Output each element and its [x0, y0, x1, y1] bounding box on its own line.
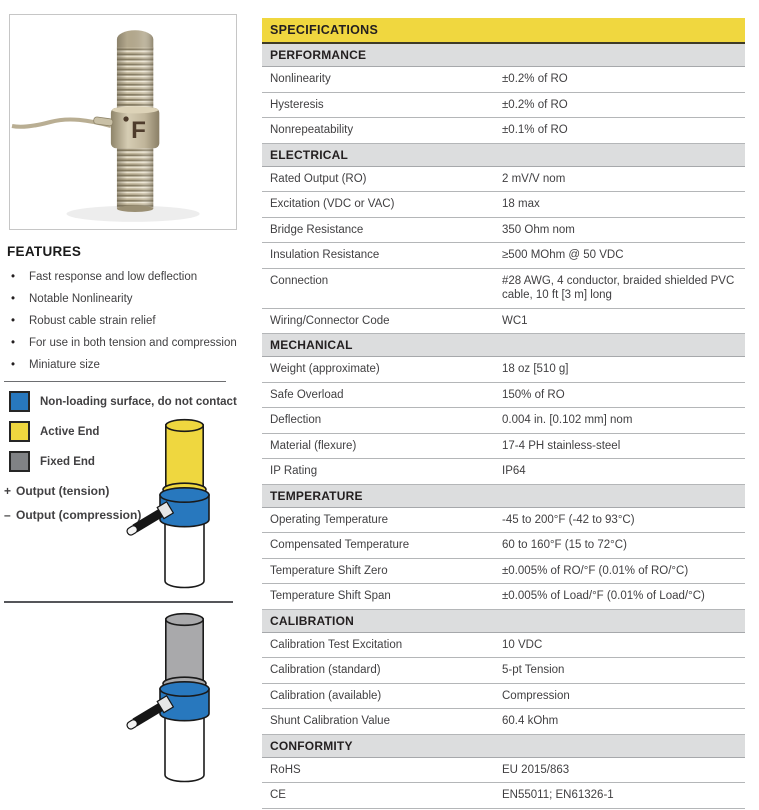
spec-label: Nonlinearity: [270, 73, 331, 85]
section-header: TEMPERATURE: [262, 485, 745, 508]
tension-diagram: [120, 415, 238, 597]
spec-label: Hysteresis: [270, 98, 324, 111]
divider: [4, 601, 233, 603]
spec-row: [262, 93, 745, 119]
spec-row: [262, 383, 745, 409]
active-end-top: [166, 420, 203, 432]
spec-value: 150% of RO: [502, 388, 565, 401]
spec-label: Calibration (available): [270, 689, 382, 702]
spec-value: 60.4 kOhm: [502, 715, 559, 727]
spec-row: [262, 269, 745, 309]
spec-row: [262, 167, 745, 193]
feature-item: • For use in both tension and compression: [7, 332, 249, 354]
legend-label: Fixed End: [40, 455, 95, 468]
spec-value: ±0.2% of RO: [502, 98, 568, 111]
spec-label: IP Rating: [270, 465, 318, 477]
spec-value: ±0.005% of RO/°F (0.01% of RO/°C): [502, 564, 689, 577]
spec-row: [262, 684, 745, 710]
product-image-box: [9, 14, 237, 230]
spec-value: #28 AWG, 4 conductor, braided shielded PVC cable, 10 ft [3 m] long: [502, 274, 735, 301]
spec-value: 2 mV/V nom: [502, 172, 566, 185]
spec-label: Material (flexure): [270, 439, 357, 452]
spec-label: Shunt Calibration Value: [270, 715, 390, 727]
spec-row: [262, 584, 745, 610]
spec-value: 60 to 160°F (15 to 72°C): [502, 539, 627, 551]
spec-row: [262, 118, 745, 144]
left-column: [0, 0, 256, 810]
spec-row: [262, 434, 745, 460]
spec-value: ≥500 MOhm @ 50 VDC: [502, 249, 624, 261]
features-heading: FEATURES: [7, 244, 82, 259]
section-header: CONFORMITY: [262, 735, 745, 758]
spec-row: [262, 408, 745, 434]
spec-label: Deflection: [270, 414, 322, 426]
spec-row: [262, 709, 745, 735]
feature-item: • Miniature size: [7, 354, 249, 376]
divider: [4, 381, 226, 382]
spec-label: Bridge Resistance: [270, 223, 364, 236]
section-header: ELECTRICAL: [262, 144, 745, 167]
output-sign: –: [4, 508, 11, 522]
spec-value: ±0.2% of RO: [502, 73, 568, 85]
fixed-end-cylinder: [166, 619, 203, 685]
legend-swatch-icon: [9, 391, 30, 412]
spec-row: [262, 309, 745, 335]
spec-value: ±0.1% of RO: [502, 124, 568, 136]
spec-value: ±0.005% of Load/°F (0.01% of Load/°C): [502, 590, 705, 602]
fixed-end-top: [166, 614, 203, 626]
section-header: PERFORMANCE: [262, 44, 745, 67]
spec-row: [262, 243, 745, 269]
spec-value: WC1: [502, 314, 528, 327]
output-label: Output (tension): [16, 484, 110, 498]
spec-row: [262, 218, 745, 244]
spec-label: Operating Temperature: [270, 513, 389, 526]
spec-row: [262, 783, 745, 809]
feature-item: • Notable Nonlinearity: [7, 288, 249, 310]
spec-table-title: SPECIFICATIONS: [262, 18, 745, 44]
spec-row: [262, 192, 745, 218]
spec-value: EU 2015/863: [502, 763, 570, 776]
spec-label: Nonrepeatability: [270, 124, 354, 136]
spec-row: [262, 459, 745, 485]
legend-swatch-icon: [9, 451, 30, 472]
spec-value: IP64: [502, 465, 526, 477]
section-header: CALIBRATION: [262, 610, 745, 633]
output-sign: +: [4, 484, 12, 498]
spec-label: Wiring/Connector Code: [270, 314, 390, 327]
spec-table-body: [262, 44, 745, 809]
section-header: MECHANICAL: [262, 334, 745, 357]
spec-row: [262, 67, 745, 93]
spec-row: [262, 633, 745, 659]
spec-label: Compensated Temperature: [270, 539, 410, 551]
spec-label: Calibration (standard): [270, 664, 381, 676]
spec-label: Rated Output (RO): [270, 172, 367, 185]
brand-logo: F: [131, 117, 146, 145]
spec-row: [262, 357, 745, 383]
legend-swatch-icon: [9, 421, 30, 442]
spec-label: Excitation (VDC or VAC): [270, 198, 395, 210]
spec-label: Temperature Shift Zero: [270, 564, 388, 577]
product-photo: [10, 15, 236, 229]
spec-value: EN55011; EN61326-1: [502, 789, 614, 801]
spec-row: [262, 533, 745, 559]
spec-table: [262, 18, 745, 809]
spec-value: 18 max: [502, 198, 540, 210]
legend-label: Active End: [40, 425, 100, 438]
spec-row: [262, 508, 745, 534]
spec-label: RoHS: [270, 763, 301, 776]
sensor-ring-top: [160, 488, 209, 502]
spec-row: [262, 658, 745, 684]
spec-value: 5-pt Tension: [502, 664, 565, 676]
spec-row: [262, 559, 745, 585]
spec-value: 350 Ohm nom: [502, 223, 575, 236]
brand-logo-dot: [123, 116, 128, 121]
feature-item: • Robust cable strain relief: [7, 310, 249, 332]
spec-value: 0.004 in. [0.102 mm] nom: [502, 414, 633, 426]
spec-value: -45 to 200°F (-42 to 93°C): [502, 513, 635, 526]
feature-item: • Fast response and low deflection: [7, 266, 249, 288]
spec-label: Connection: [270, 274, 329, 287]
output-label: Output (compression): [16, 508, 142, 522]
spec-label: Weight (approximate): [270, 363, 380, 375]
compression-diagram: [120, 609, 238, 791]
spec-label: Insulation Resistance: [270, 249, 380, 261]
spec-label: Calibration Test Excitation: [270, 638, 403, 651]
spec-value: 18 oz [510 g]: [502, 363, 569, 375]
spec-label: Safe Overload: [270, 388, 344, 401]
features-list: [7, 266, 249, 376]
spec-label: CE: [270, 789, 286, 801]
legend-label: Non-loading surface, do not contact: [40, 395, 237, 408]
spec-label: Temperature Shift Span: [270, 590, 391, 602]
spec-value: 17-4 PH stainless-steel: [502, 439, 621, 452]
spec-value: Compression: [502, 689, 570, 702]
sensor-ring-top: [160, 682, 209, 696]
spec-value: 10 VDC: [502, 638, 543, 651]
active-end-cylinder: [166, 425, 203, 491]
cable-strain-relief: [93, 117, 113, 127]
spec-row: [262, 758, 745, 784]
legend-item: [9, 391, 237, 412]
